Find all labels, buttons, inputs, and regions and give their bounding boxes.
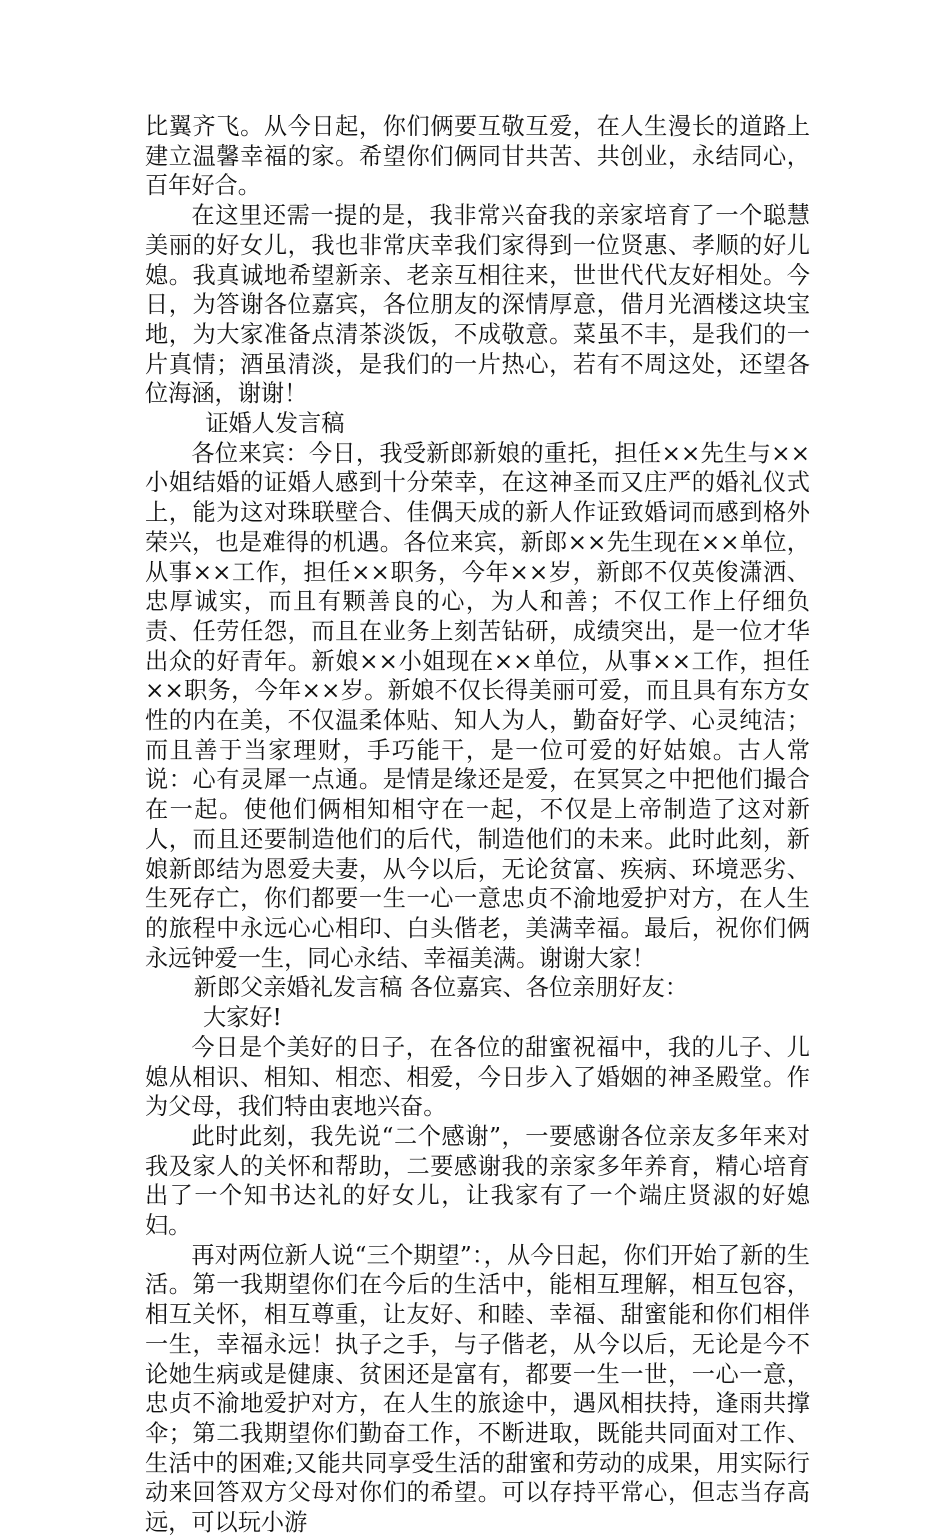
document-page bbox=[145, 112, 810, 1538]
paragraph-officiant-speech: 各位来宾：今日，我受新郎新娘的重托，担任××先生与××小姐结婚的证婚人感到十分荣幸，在这神圣而又庄严的婚礼仪式上，能为这对珠联壁合、佳偶天成的新人作证致婚词而感到格外荣兴，也是难得的机遇。各位来宾，新郎××先生现在××单位，从事××工作，担任××职务，今年××岁，新郎不仅英俊潇洒、忠厚诚实，而且有颗善良的心，为人和善；不仅工作上仔细负责、任劳任怨，而且在业务上刻苦钻研，成绩突出，是一位才华出众的好青年。新娘××小姐现在××单位，从事××工作，担任××职务，今年××岁。新娘不仅长得美丽可爱，而且具有东方女性的内在美，不仅温柔体贴、知人为人，勤奋好学、心灵纯洁；而且善于当家理财，手巧能干，是一位可爱的好姑娘。古人常说：心有灵犀一点通。是情是缘还是爱，在冥冥之中把他们撮合在一起。使他们俩相知相守在一起，不仅是上帝制造了这对新人，而且还要制造他们的后代，制造他们的未来。此时此刻，新娘新郎结为恩爱夫妻，从今以后，无论贫富、疾病、环境恶劣、生死存亡，你们都要一生一心一意忠贞不渝地爱护对方，在人生的旅程中永远心心相印、白头偕老，美满幸福。最后，祝你们俩永远钟爱一生，同心永结、幸福美满。谢谢大家！ bbox=[145, 439, 810, 972]
greeting-line: 大家好! bbox=[203, 1004, 282, 1032]
paragraph-happy-day: 今日是个美好的日子，在各位的甜蜜祝福中，我的儿子、儿媳从相识、相知、相恋、相爱，今日步入了婚姻的神圣殿堂。作为父母，我们特由衷地兴奋。 bbox=[145, 1033, 810, 1121]
paragraph-closing-thanks: 在这里还需一提的是，我非常兴奋我的亲家培育了一个聪慧美丽的好女儿，我也非常庆幸我们家得到一位贤惠、孝顺的好儿媳。我真诚地希望新亲、老亲互相往来，世世代代友好相处。今日，为答谢各位嘉宾，各位朋友的深情厚意，借月光酒楼这块宝地，为大家准备点清茶淡饭，不成敬意。菜虽不丰，是我们的一片真情；酒虽清淡，是我们的一片热心，若有不周这处，还望各位海涵，谢谢！ bbox=[145, 202, 810, 408]
paragraph-continuation: 比翼齐飞。从今日起，你们俩要互敬互爱，在人生漫长的道路上建立温馨幸福的家。希望你们俩同甘共苦、共创业，永结同心，百年好合。 bbox=[145, 113, 810, 200]
paragraph-two-thanks: 此时此刻，我先说“二个感谢”，一要感谢各位亲友多年来对我及家人的关怀和帮助，二要感谢我的亲家多年养育，精心培育出了一个知书达礼的好女儿，让我家有了一个端庄贤淑的好媳妇。 bbox=[145, 1122, 810, 1240]
section-heading-officiant: 证婚人发言稿 bbox=[205, 410, 345, 438]
paragraph-three-hopes: 再对两位新人说“三个期望”：，从今日起，你们开始了新的生活。第一我期望你们在今后的生活中，能相互理解，相互包容，相互关怀，相互尊重，让友好、和睦、幸福、甜蜜能和你们相伴一生，幸福永远！执子之手，与子偕老，从今以后，无论是今不论她生病或是健康、贫困还是富有，都要一生一世，一心一意，忠贞不渝地爱护对方，在人生的旅途中，遇风相扶持，逢雨共撑伞；第二我期望你们勤奋工作，不断进取，既能共同面对工作、生活中的困难;又能共同享受生活的甜蜜和劳动的成果，用实际行动来回答双方父母对你们的希望。可以存持平常心，但志当存高远，可以玩小游 bbox=[145, 1241, 810, 1537]
section-heading-groom-father: 新郎父亲婚礼发言稿 各位嘉宾、各位亲朋好友： bbox=[193, 974, 689, 1002]
